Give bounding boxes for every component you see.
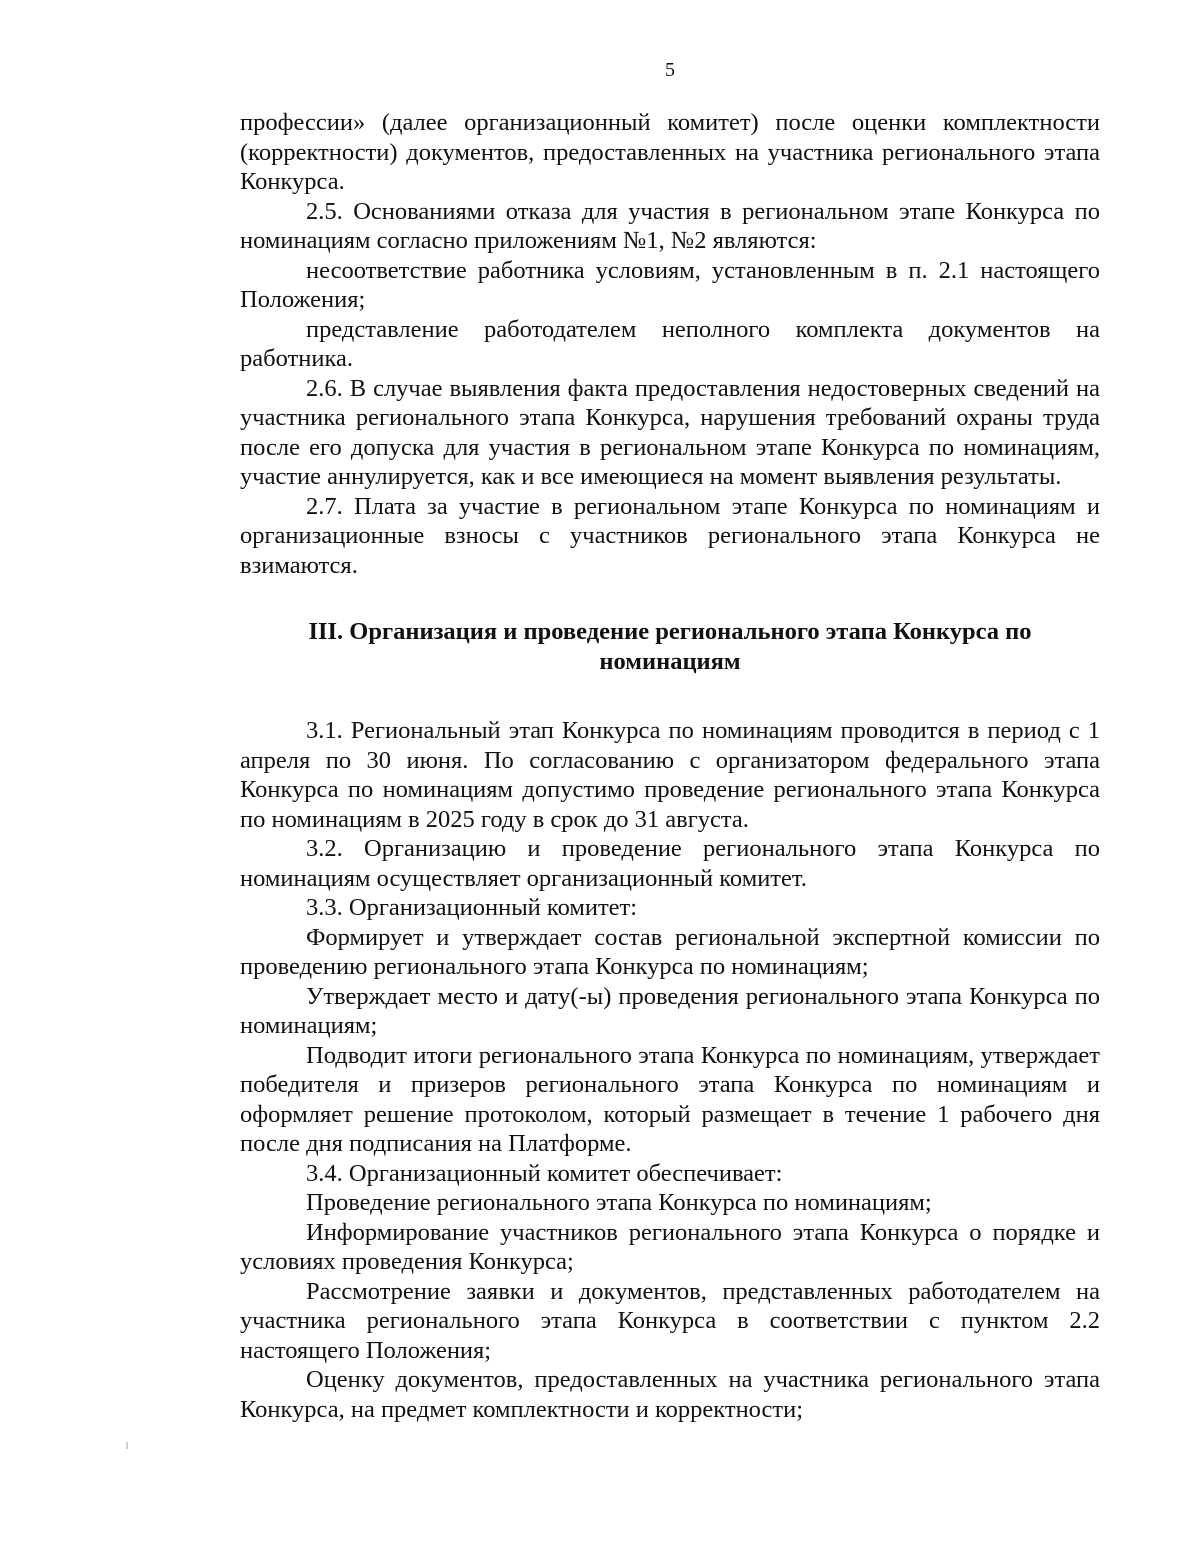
section-heading-line-2: номинациям <box>599 647 741 675</box>
paragraph-3-4: 3.4. Организационный комитет обеспечивает: <box>306 1159 783 1187</box>
section-heading <box>240 617 1100 676</box>
page-number: 5 <box>665 59 675 81</box>
scan-artifact <box>126 1442 128 1449</box>
paragraph-2-6: 2.6. В случае выявления факта предоставления недостоверных сведений на участника регионального этапа Конкурса, нарушения требований охраны труда после его допуска для участия в региональном этапе Конкурса по номинациям, участие аннулируется, как и все имеющиеся на момент выявления результаты. <box>240 374 1100 490</box>
paragraph-2-5: 2.5. Основаниями отказа для участия в региональном этапе Конкурса по номинациям согласно приложениям №1, №2 являются: <box>240 197 1100 254</box>
paragraph-3-2: 3.2. Организацию и проведение регионального этапа Конкурса по номинациям осуществляет организационный комитет. <box>240 835 1100 892</box>
list-item-3-4-a: Проведение регионального этапа Конкурса по номинациям; <box>306 1189 932 1216</box>
list-item-3-4-c: Рассмотрение заявки и документов, представленных работодателем на участника регионального этапа Конкурса в соответствии с пунктом 2.2 настоящего Положения; <box>240 1277 1100 1364</box>
list-item-3-3-c: Подводит итоги регионального этапа Конкурса по номинациям, утверждает победителя и призеров регионального этапа Конкурса по номинациям и оформляет решение протоколом, который размещает в течение 1 рабочего дня после дня подписания на Платформе. <box>240 1041 1100 1157</box>
document-body <box>240 108 1100 1424</box>
list-item-3-4-d: Оценку документов, предоставленных на участника регионального этапа Конкурса, на предмет комплектности и корректности; <box>240 1366 1100 1423</box>
paragraph-3-1: 3.1. Региональный этап Конкурса по номинациям проводится в период с 1 апреля по 30 июня. По согласованию с организатором федерального этапа Конкурса по номинациям допустимо проведение регионального этапа Конкурса по номинациям в 2025 году в срок до 31 августа. <box>240 717 1100 833</box>
paragraph-3-3: 3.3. Организационный комитет: <box>306 894 638 921</box>
list-item-refusal-1: несоответствие работника условиям, установленным в п. 2.1 настоящего Положения; <box>240 256 1100 313</box>
section-body <box>240 716 1100 1424</box>
list-item-3-4-b: Информирование участников регионального этапа Конкурса о порядке и условиях проведения Конкурса; <box>240 1218 1100 1275</box>
paragraph-continuation: профессии» (далее организационный комитет) после оценки комплектности (корректности) документов, предоставленных на участника регионального этапа Конкурса. <box>240 109 1100 195</box>
list-item-refusal-2: представление работодателем неполного комплекта документов на работника. <box>240 315 1100 372</box>
section-heading-line-1: III. Организация и проведение регионального этапа Конкурса по <box>308 618 1032 645</box>
paragraph-2-7: 2.7. Плата за участие в региональном этапе Конкурса по номинациям и организационные взносы с участников регионального этапа Конкурса не взимаются. <box>240 492 1100 579</box>
list-item-3-3-b: Утверждает место и дату(-ы) проведения регионального этапа Конкурса по номинациям; <box>240 982 1100 1039</box>
list-item-3-3-a: Формирует и утверждает состав региональной экспертной комиссии по проведению регионального этапа Конкурса по номинациям; <box>240 923 1100 980</box>
